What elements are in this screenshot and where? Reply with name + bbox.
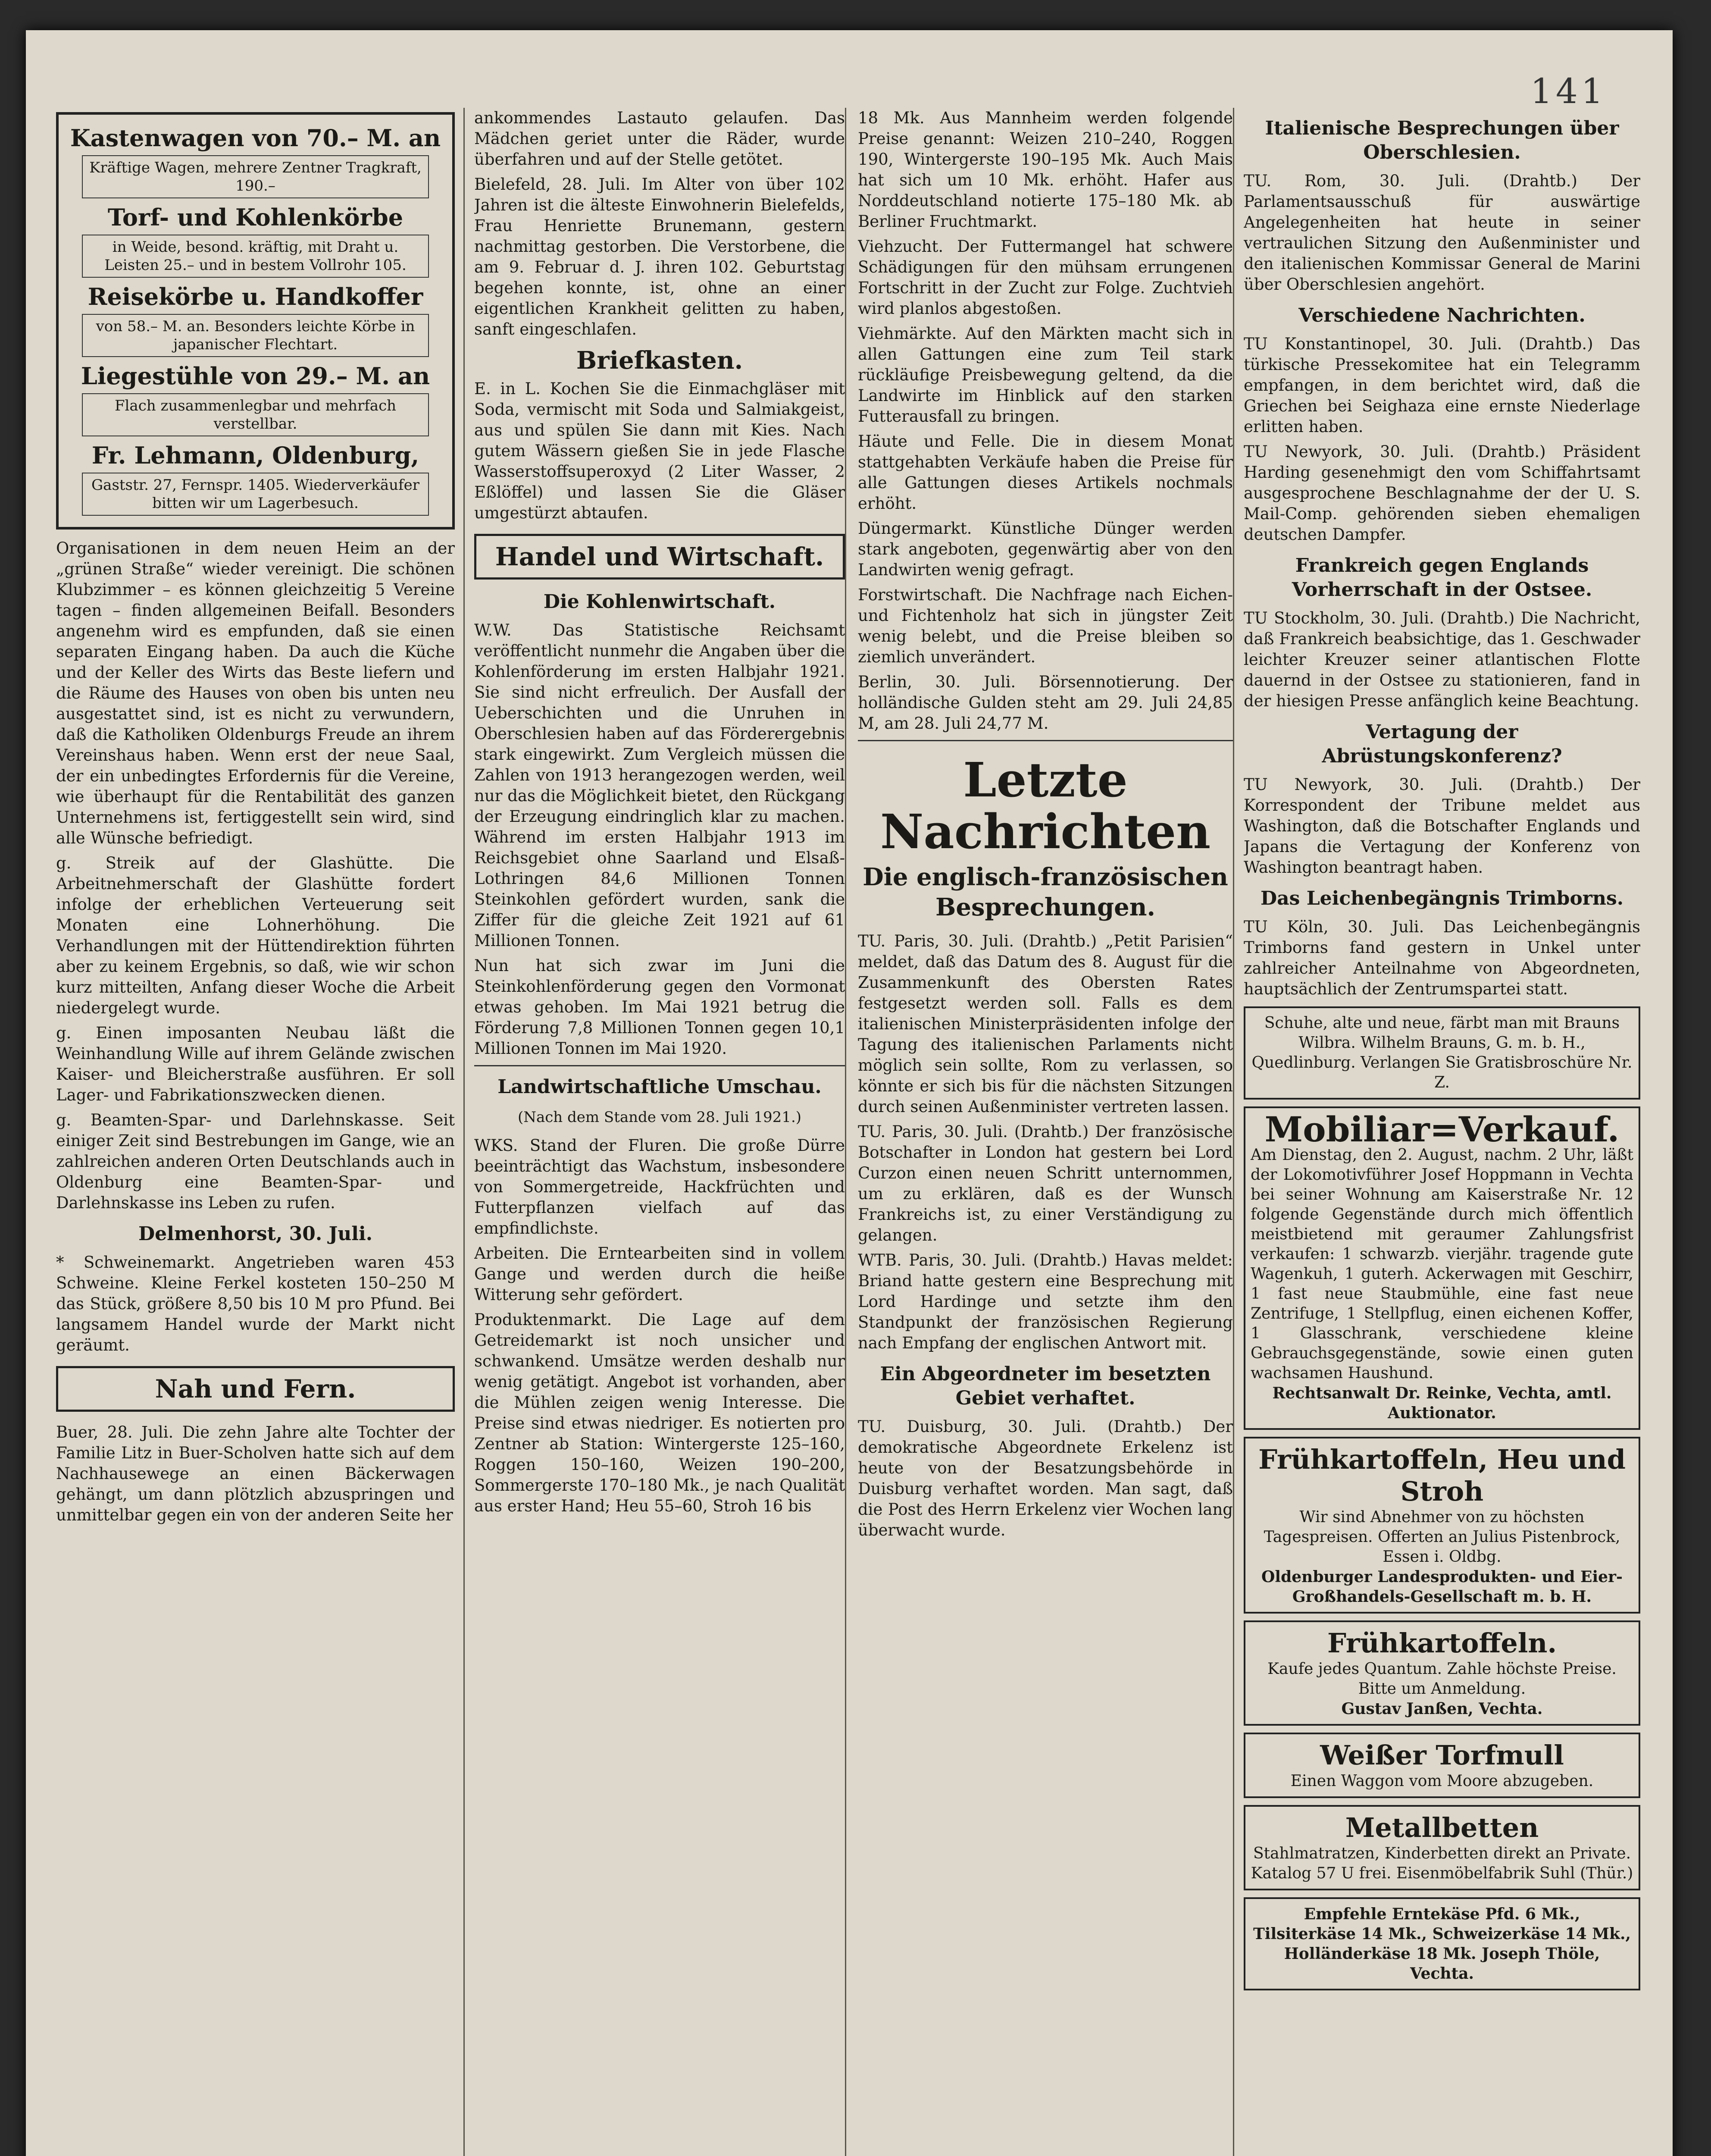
ad-detail: in Weide, besond. kräftig, mit Draht u. Leisten 25.– und in bestem Vollrohr 105. [82,235,429,278]
article-paragraph: g. Einen imposanten Neubau läßt die Weinhandlung Wille auf ihrem Gelände zwischen Kaiser- und Bleicherstraße ausführen. Er soll Lager- und Fabrikationszwecken dienen. [56,1024,455,1104]
ad-detail: Flach zusammenlegbar und mehrfach verstellbar. [82,393,429,436]
article-paragraph: Viehzucht. Der Futtermangel hat schwere Schädigungen für den mühsam errungenen Fortschritt in der Zucht zur Folge. Zuchtvieh wird planlos abgestoßen. [858,237,1233,318]
article-paragraph: TU Newyork, 30. Juli. (Drahtb.) Der Korrespondent der Tribune meldet aus Washington, daß die Botschafter Englands und Japans die Vertagung der Konferenz von Washington beantragt haben. [1244,775,1640,877]
article-paragraph: TU. Paris, 30. Juli. (Drahtb.) Der französische Botschafter in London hat gestern bei Lord Curzon einen neuen Schritt unternommen, um zu erklären, daß es der Wunsch Frankreichs ist, zu einer Verständigung zu gelangen. [858,1122,1233,1244]
ad-text: Schuhe, alte und neue, färbt man mit Brauns Wilbra. Wilhelm Brauns, G. m. b. H., Quedlinburg. Verlangen Sie Gratisbroschüre Nr. Z. [1251,1014,1633,1091]
ad-text: Am Dienstag, den 2. August, nachm. 2 Uhr, läßt der Lokomotivführer Josef Hoppmann in Vechta bei seiner Wohnung am Kaiserstraße Nr. 12 folgende Gegenstände durch mich öffentlich meistbietend mit geraumer Zahlungsfrist verkaufen: 1 schwarzb. vierjähr. tragende gute Wagenkuh, 1 guterh. Ackerwagen mit Geschirr, 1 fast neue Staubmühle, eine fast neue Zentrifuge, 1 Stellpflug, einen eichenen Koffer, 1 Glasschrank, verschiedene kleine Gebrauchsgegenstände, sowie einen guten wachsamen Haushund. [1251,1146,1633,1382]
ad-line: Liegestühle von 29.– M. an [81,362,430,390]
article-paragraph: Bielefeld, 28. Juli. Im Alter von über 102 Jahren ist die älteste Einwohnerin Bielefelds, Frau Henriette Brunemann, gestern nachmittag gestorben. Die Verstorbene, die am 9. Februar d. J. ihren 102. Geburtstag begehen konnte, ist, ohne an einer eigentlichen Krankheit gelitten zu haben, sanft eingeschlafen. [474,175,845,338]
article-heading: Die englisch-französischen Besprechungen. [863,863,1228,921]
column-3 [858,108,1233,2156]
ad-text: Einen Waggon vom Moore abzugeben. [1290,1772,1594,1790]
article-paragraph: Düngermarkt. Künstliche Dünger werden stark angeboten, gegenwärtig aber von den Landwirten wenig gefragt. [858,519,1233,579]
article-paragraph: ankommendes Lastauto gelaufen. Das Mädchen geriet unter die Räder, wurde überfahren und auf der Stelle getötet. [474,109,845,169]
ad-signature: Rechtsanwalt Dr. Reinke, Vechta, amtl. Auktionator. [1272,1384,1612,1422]
article-paragraph: TU. Duisburg, 30. Juli. (Drahtb.) Der demokratische Abgeordnete Erkelenz ist heute von der Besatzungsbehörde in Duisburg verhaftet worden. Man sagt, daß die Post des Herrn Erkelenz vier Wochen lang überwacht wurde. [858,1417,1233,1539]
article-paragraph: Forstwirtschaft. Die Nachfrage nach Eichen- und Fichtenholz hat sich in jüngster Zeit wenig belebt, und die Preise bleiben so ziemlich unverändert. [858,586,1233,666]
column-4 [1244,108,1640,2156]
ad-text: Stahlmatratzen, Kinderbetten direkt an Private. Katalog 57 U frei. Eisenmöbelfabrik Suhl (Thür.) [1251,1845,1633,1882]
article-paragraph: Nun hat sich zwar im Juni die Steinkohlenförderung gegen den Vormonat etwas gehoben. Im Mai 1921 betrug die Förderung 7,8 Millionen Tonnen gegen 10,1 Millionen Tonnen im Mai 1920. [474,956,845,1058]
article-paragraph: E. in L. Kochen Sie die Einmachgläser mit Soda, vermischt mit Soda und Salmiakgeist, aus und spülen Sie dann mit Kies. Nach gutem Wässern gießen Sie in jede Flasche Wasserstoffsuperoxyd (2 Liter Wasser, 2 Eßlöffel) und lassen Sie die Gläser umgestürzt abtaufen. [474,379,845,522]
ad-title: Mobiliar=Verkauf. [1264,1109,1620,1150]
ad-text: Kaufe jedes Quantum. Zahle höchste Preise. Bitte um Anmeldung. [1267,1660,1617,1698]
ad-kaese [1244,1897,1640,1990]
article-paragraph: WKS. Stand der Fluren. Die große Dürre beeinträchtigt das Wachstum, insbesondere von Sommergetreide, Hackfrüchten und Futterpflanzen vielfach auf das empfindlichste. [474,1136,845,1238]
ad-wilbra [1244,1006,1640,1100]
page-number: 141 [1530,71,1607,111]
article-heading: Landwirtschaftliche Umschau. [497,1076,822,1098]
column-1 [56,108,455,2156]
section-heading: Handel und Wirtschaft. [474,534,845,580]
article-paragraph: TU. Paris, 30. Juli. (Drahtb.) „Petit Parisien“ meldet, daß das Datum des 8. August für die Zusammenkunft des Obersten Rates festgesetzt werden soll. Falls es dem italienischen Ministerpräsidenten infolge der Tagung des italienischen Parlaments nicht möglich sein sollte, Rom zu verlassen, so könnte er sich bis für die nächsten Sitzungen durch seinen Außenminister vertreten lassen. [858,932,1233,1116]
column-2 [474,108,845,2156]
column-rule [845,108,846,2156]
ad-title: Weißer Torfmull [1320,1739,1564,1771]
article-paragraph: TU Stockholm, 30. Juli. (Drahtb.) Die Nachricht, daß Frankreich beabsichtige, das 1. Geschwader leichter Kreuzer seiner atlantischen Flotte dauernd in der Ostsee zu stationieren, fand in der hiesigen Presse anfänglich keine Beachtung. [1244,609,1640,710]
article-paragraph: Berlin, 30. Juli. Börsennotierung. Der holländische Gulden steht am 29. Juli 24,85 M, am 28. Juli 24,77 M. [858,673,1233,733]
latest-news-heading: Letzte Nachrichten [880,752,1211,859]
ad-title: Frühkartoffeln, Heu und Stroh [1258,1444,1626,1507]
ad-text: Empfehle Erntekäse Pfd. 6 Mk., Tilsiterkäse 14 Mk., Schweizerkäse 14 Mk., Holländerkäse 18 Mk. Joseph Thöle, Vechta. [1253,1905,1631,1983]
ad-detail: Kräftige Wagen, mehrere Zentner Tragkraft, 190.– [82,155,429,198]
article-paragraph: Organisationen in dem neuen Heim an der „grünen Straße“ wieder vereinigt. Die schönen Klubzimmer – es können gleichzeitig 5 Vereine tagen – finden allgemeinen Beifall. Besonders angenehm wird es empfunden, daß sie einen separaten Eingang haben. Da auch die Küche und der Keller des Wirts das Beste liefern und die Räume des Hauses von oben bis unten neu ausgestattet sind, ist es nicht zu verwundern, daß die Katholiken Oldenburgs Freude an ihrem Vereinshaus haben. Wenn erst der neue Saal, der ein unbedingtes Erfordernis für die Vereine, wie überhaupt für die Rentabilität des ganzen Unternehmens ist, fertiggestellt sein wird, sind alle Wünsche befriedigt. [56,539,455,847]
section-heading: Nah und Fern. [56,1366,455,1412]
article-paragraph: TU Köln, 30. Juli. Das Leichenbegängnis Trimborns fand gestern in Unkel unter zahlreicher Anteilnahme von Abgeordneten, hauptsächlich der Zentrumspartei statt. [1244,918,1640,998]
ad-signature: Gustav Janßen, Vechta. [1341,1700,1543,1718]
article-paragraph: Arbeiten. Die Erntearbeiten sind in vollem Gange und werden durch die heiße Witterung sehr gefördert. [474,1244,845,1304]
article-paragraph: Viehmärkte. Auf den Märkten macht sich in allen Gattungen eine zum Teil stark rückläufige Preisbewegung geltend, da die Landwirte im Hinblick auf den starken Futterausfall zu bringen. [858,324,1233,426]
article-paragraph: Buer, 28. Juli. Die zehn Jahre alte Tochter der Familie Litz in Buer-Scholven hatte sich auf dem Nachhausewege an einen Bäckerwagen gehängt, um dann plötzlich abzuspringen und unmittelbar gegen ein von der anderen Seite her [56,1423,455,1524]
divider [474,1065,845,1066]
article-heading: Frankreich gegen Englands Vorherrschaft in der Ostsee. [1292,555,1592,601]
article-paragraph: g. Beamten-Spar- und Darlehnskasse. Seit einiger Zeit sind Bestrebungen im Gange, wie an zahlreichen anderen Orten Deutschlands auch in Oldenburg eine Beamten-Spar- und Darlehnskasse ins Leben zu rufen. [56,1111,455,1212]
article-heading: Italienische Besprechungen über Oberschlesien. [1265,117,1619,163]
article-paragraph: WTB. Paris, 30. Juli. (Drahtb.) Havas meldet: Briand hatte gestern eine Besprechung mit Lord Hardinge und setzte ihm den Standpunkt der französischen Regierung nach Empfang der englischen Antwort mit. [858,1251,1233,1352]
article-paragraph: W.W. Das Statistische Reichsamt veröffentlicht nunmehr die Angaben über die Kohlenförderung im ersten Halbjahr 1921. Sie sind nicht erfreulich. Der Ausfall der Ueberschichten und die Unruhen in Oberschlesien haben auf das Förderergebnis stark eingewirkt. Zum Vergleich müssen die Zahlen von 1913 herangezogen werden, weil nur das die Möglichkeit bietet, den Rückgang der Erzeugung eindringlich klar zu machen. Während im ersten Halbjahr 1913 im Reichsgebiet ohne Saarland und Elsaß-Lothringen 84,6 Millionen Tonnen Steinkohlen gefördert wurden, sank die Ziffer für die gleiche Zeit 1921 auf 61 Millionen Tonnen. [474,621,845,950]
ad-janssen [1244,1620,1640,1726]
article-paragraph: TU Konstantinopel, 30. Juli. (Drahtb.) Das türkische Pressekomitee hat ein Telegramm empfangen, in dem berichtet wird, daß die Griechen bei Seighaza eine ernste Niederlage erlitten haben. [1244,335,1640,436]
dateline: Delmenhorst, 30. Juli. [138,1223,373,1245]
article-subheading: (Nach dem Stande vom 28. Juli 1921.) [517,1109,802,1126]
article-heading: Die Kohlenwirtschaft. [543,591,776,613]
article-paragraph: g. Streik auf der Glashütte. Die Arbeitnehmerschaft der Glashütte fordert infolge der erheblichen Verteuerung seit Monaten eine Lohnerhöhung. Die Verhandlungen mit der Hüttendirektion führten aber zu keinem Ergebnis, so daß, wie wir schon kurz mitteilten, Anfang dieser Woche die Arbeit niedergelegt wurde. [56,854,455,1017]
ad-fruehkartoffeln [1244,1437,1640,1614]
ad-title: Metallbetten [1345,1812,1539,1843]
article-paragraph: TU Newyork, 30. Juli. (Drahtb.) Präsident Harding gesenehmigt den vom Schiffahrtsamt ausgesprochene Beschlagnahme der der U. S. Mail-Comp. gehörenden sieben ehemaligen deutschen Dampfer. [1244,442,1640,544]
ad-line: Torf- und Kohlenkörbe [107,204,404,231]
article-paragraph: 18 Mk. Aus Mannheim werden folgende Preise genannt: Weizen 210–240, Roggen 190, Wintergerste 190–195 Mk. Auch Mais hat sich um 10 Mk. erhöht. Hafer aus Norddeutschland notierte 175–180 Mk. ab Berliner Fruchtmarkt. [858,109,1233,231]
article-paragraph: Produktenmarkt. Die Lage auf dem Getreidemarkt ist noch unsicher und schwankend. Umsätze werden deshalb nur wenig getätigt. Angebot ist vorhanden, aber die Mühlen zeigen wenig Interesse. Die Preise sind etwas niedriger. Es notierten pro Zentner ab Station: Wintergerste 125–160, Roggen 150–160, Weizen 190–200, Sommergerste 170–180 Mk., je nach Qualität aus erster Hand; Heu 55–60, Stroh 16 bis [474,1310,845,1515]
ad-signature: Oldenburger Landesprodukten- und Eier-Großhandels-Gesellschaft m. b. H. [1261,1568,1623,1606]
article-paragraph: Häute und Felle. Die in diesem Monat stattgehabten Verkäufe haben die Preise für alle Gattungen dieses Artikels nochmals erhöht. [858,432,1233,513]
article-paragraph: TU. Rom, 30. Juli. (Drahtb.) Der Parlamentsausschuß für auswärtige Angelegenheiten hat heute in seiner vertraulichen Sitzung den Außenminister und den italienischen Kommissar General de Marini über Oberschlesien angehört. [1244,172,1640,294]
ad-title: Frühkartoffeln. [1327,1627,1557,1659]
ad-detail: Gaststr. 27, Fernspr. 1405. Wiederverkäufer bitten wir um Lagerbesuch. [82,473,429,516]
ad-text: Wir sind Abnehmer von zu höchsten Tagespreisen. Offerten an Julius Pistenbrock, Essen i. Oldbg. [1264,1508,1620,1566]
article-heading: Briefkasten. [576,346,743,375]
ad-torfmull [1244,1733,1640,1798]
ad-line: Fr. Lehmann, Oldenburg, [91,442,419,469]
column-rule [463,108,465,2156]
article-heading: Ein Abgeordneter im besetzten Gebiet verhaftet. [880,1363,1211,1409]
divider [858,740,1233,741]
ad-lehmann [56,112,455,530]
article-heading: Verschiedene Nachrichten. [1298,304,1586,326]
article-heading: Vertagung der Abrüstungskonferenz? [1322,721,1562,767]
column-rule [1233,108,1234,2156]
article-heading: Das Leichenbegängnis Trimborns. [1260,887,1624,909]
ad-line: Kastenwagen von 70.– M. an [70,124,441,152]
ad-line: Reisekörbe u. Handkoffer [88,283,423,310]
ad-metallbetten [1244,1805,1640,1890]
ad-mobiliar [1244,1106,1640,1430]
ad-detail: von 58.– M. an. Besonders leichte Körbe in japanischer Flechtart. [82,314,429,357]
article-paragraph: * Schweinemarkt. Angetrieben waren 453 Schweine. Kleine Ferkel kosteten 150–250 M das Stück, größere 8,50 bis 10 M pro Pfund. Bei langsamem Handel wurde der Markt nicht geräumt. [56,1253,455,1354]
